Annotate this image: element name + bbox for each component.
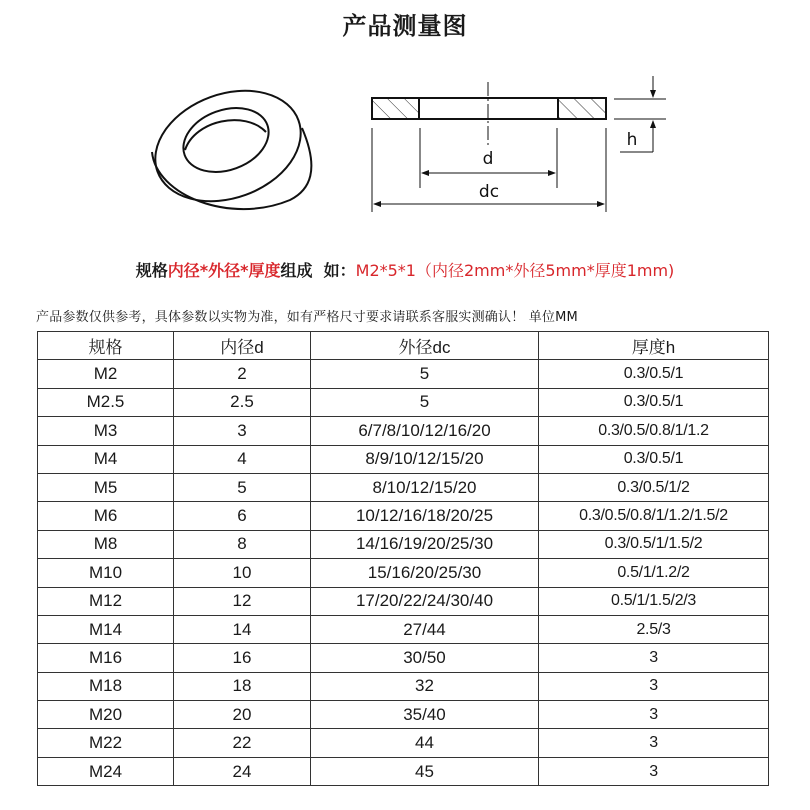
- cell-thickness: 2.5/3: [539, 615, 769, 643]
- cell-inner-diameter: 16: [174, 644, 311, 672]
- label-d: d: [482, 149, 494, 169]
- cell-inner-diameter: 8: [174, 530, 311, 558]
- washer-diagram: [0, 60, 810, 240]
- cell-inner-diameter: 22: [174, 729, 311, 757]
- cell-inner-diameter: 2.5: [174, 388, 311, 416]
- table-row: [38, 388, 769, 416]
- cell-inner-diameter: 20: [174, 701, 311, 729]
- cell-outer-diameter: 5: [311, 360, 539, 388]
- cell-spec: M2.5: [38, 388, 174, 416]
- table-row: [38, 360, 769, 388]
- cell-inner-diameter: 2: [174, 360, 311, 388]
- cell-thickness: 3: [539, 644, 769, 672]
- cell-thickness: 0.3/0.5/1: [539, 388, 769, 416]
- spec-format-line: [0, 258, 810, 281]
- cell-spec: M4: [38, 445, 174, 473]
- header-inner-diameter: 内径d: [174, 332, 311, 360]
- cell-spec: M18: [38, 672, 174, 700]
- cell-thickness: 0.5/1/1.2/2: [539, 559, 769, 587]
- cell-outer-diameter: 8/9/10/12/15/20: [311, 445, 539, 473]
- spec-table: [37, 331, 769, 786]
- example-label: 如：: [323, 261, 356, 280]
- washer-3d-icon: [140, 71, 317, 220]
- cell-thickness: 0.3/0.5/1/1.5/2: [539, 530, 769, 558]
- cell-thickness: 3: [539, 757, 769, 785]
- cell-outer-diameter: 45: [311, 757, 539, 785]
- cell-thickness: 0.3/0.5/0.8/1/1.2/1.5/2: [539, 502, 769, 530]
- cell-outer-diameter: 27/44: [311, 615, 539, 643]
- spec-prefix: 规格: [135, 261, 168, 280]
- table-row: [38, 587, 769, 615]
- table-row: [38, 757, 769, 785]
- cell-thickness: 0.3/0.5/1: [539, 360, 769, 388]
- cell-outer-diameter: 10/12/16/18/20/25: [311, 502, 539, 530]
- cell-inner-diameter: 24: [174, 757, 311, 785]
- table-row: [38, 530, 769, 558]
- cell-spec: M10: [38, 559, 174, 587]
- cell-thickness: 0.3/0.5/1/2: [539, 473, 769, 501]
- header-spec: 规格: [38, 332, 174, 360]
- spec-parts: 内径*外径*厚度: [167, 261, 281, 280]
- cell-inner-diameter: 5: [174, 473, 311, 501]
- spec-suffix: 组成: [280, 261, 313, 280]
- cell-outer-diameter: 32: [311, 672, 539, 700]
- table-row: [38, 729, 769, 757]
- cell-inner-diameter: 14: [174, 615, 311, 643]
- cell-spec: M12: [38, 587, 174, 615]
- table-row: [38, 672, 769, 700]
- cell-thickness: 0.5/1/1.5/2/3: [539, 587, 769, 615]
- cell-spec: M16: [38, 644, 174, 672]
- cell-inner-diameter: 18: [174, 672, 311, 700]
- cell-inner-diameter: 3: [174, 417, 311, 445]
- cell-thickness: 3: [539, 729, 769, 757]
- cell-thickness: 3: [539, 701, 769, 729]
- table-header-row: [38, 332, 769, 360]
- cell-inner-diameter: 12: [174, 587, 311, 615]
- cell-spec: M20: [38, 701, 174, 729]
- table-row: [38, 615, 769, 643]
- cell-outer-diameter: 44: [311, 729, 539, 757]
- label-h: h: [626, 130, 638, 150]
- cell-spec: M8: [38, 530, 174, 558]
- table-row: [38, 417, 769, 445]
- cell-inner-diameter: 10: [174, 559, 311, 587]
- cell-spec: M14: [38, 615, 174, 643]
- cell-outer-diameter: 35/40: [311, 701, 539, 729]
- header-outer-diameter: 外径dc: [311, 332, 539, 360]
- table-row: [38, 701, 769, 729]
- cell-inner-diameter: 6: [174, 502, 311, 530]
- cell-outer-diameter: 15/16/20/25/30: [311, 559, 539, 587]
- cell-outer-diameter: 17/20/22/24/30/40: [311, 587, 539, 615]
- cell-spec: M6: [38, 502, 174, 530]
- page-title: 产品测量图: [342, 12, 468, 40]
- table-row: [38, 559, 769, 587]
- cell-outer-diameter: 14/16/19/20/25/30: [311, 530, 539, 558]
- table-row: [38, 644, 769, 672]
- cell-spec: M2: [38, 360, 174, 388]
- cell-spec: M22: [38, 729, 174, 757]
- header-thickness: 厚度h: [539, 332, 769, 360]
- example-value: M2*5*1（内径2mm*外径5mm*厚度1mm): [355, 261, 675, 280]
- table-row: [38, 473, 769, 501]
- cell-inner-diameter: 4: [174, 445, 311, 473]
- cell-thickness: 0.3/0.5/0.8/1/1.2: [539, 417, 769, 445]
- table-row: [38, 502, 769, 530]
- cell-outer-diameter: 6/7/8/10/12/16/20: [311, 417, 539, 445]
- table-row: [38, 445, 769, 473]
- cell-outer-diameter: 5: [311, 388, 539, 416]
- cell-outer-diameter: 8/10/12/15/20: [311, 473, 539, 501]
- disclaimer-note: 产品参数仅供参考，具体参数以实物为准，如有严格尺寸要求请联系客服实测确认！ 单位MM: [36, 310, 578, 325]
- cell-spec: M24: [38, 757, 174, 785]
- cell-thickness: 3: [539, 672, 769, 700]
- cell-thickness: 0.3/0.5/1: [539, 445, 769, 473]
- label-dc: dc: [478, 182, 500, 202]
- washer-cross-section: [372, 76, 666, 212]
- cell-spec: M3: [38, 417, 174, 445]
- cell-spec: M5: [38, 473, 174, 501]
- cell-outer-diameter: 30/50: [311, 644, 539, 672]
